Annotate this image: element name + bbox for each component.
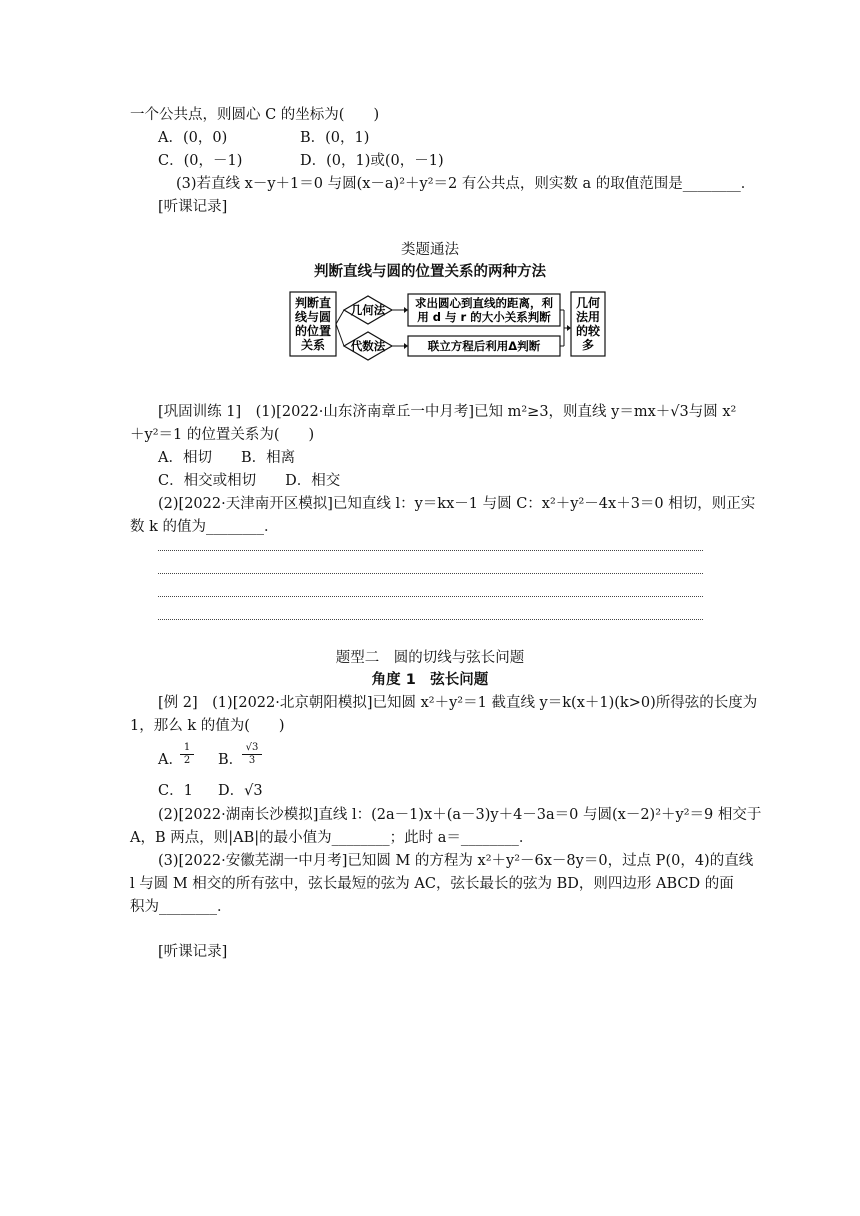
practice-q2-line-1: (2)[2022·天津南开区模拟]已知直线 l：y＝kx－1 与圆 C：x²＋y²－4x＋3＝0 相切，则正实 [158, 496, 756, 512]
answer-line-1 [158, 550, 703, 551]
example-q2-line-1: (2)[2022·湖南长沙模拟]直线 l：(2a－1)x＋(a－3)y＋4－3a＝0 与圆(x－2)²＋y²＝9 相交于 [158, 807, 762, 823]
algebraic-method-label: 代数法 [350, 339, 386, 353]
practice-options-cd: C．相交或相切 D．相交 [158, 473, 341, 489]
angle-title: 角度 1 弦长问题 [371, 672, 489, 688]
listening-record-label-2: [听课记录] [158, 944, 228, 960]
example-q2-line-2: A，B 两点，则|AB|的最小值为________；此时 a＝________． [130, 830, 534, 846]
practice-q1-line-1: [巩固训练 1] (1)[2022·山东济南章丘一中月考]已知 m²≥3，则直线 y＝mx＋√3与圆 x² [158, 404, 737, 420]
right-box-line-1: 几何 [575, 296, 601, 310]
example-option-b-fraction [242, 742, 262, 767]
example-q3-line-2: l 与圆 M 相交的所有弦中，弦长最短的弦为 AC，弦长最长的弦为 BD，则四边形 ABCD 的面 [130, 876, 734, 892]
answer-line-4 [158, 619, 703, 620]
method-diagram [288, 288, 608, 368]
section-title: 题型二 圆的切线与弦长问题 [335, 650, 525, 666]
left-box-line-2: 线与圆 [294, 310, 332, 324]
practice-q2-line-2: 数 k 的值为________． [130, 519, 279, 535]
geometric-method-label: 几何法 [350, 303, 386, 317]
option-a: A．(0，0) [158, 130, 228, 146]
question-continuation: 一个公共点，则圆心 C 的坐标为( ) [130, 107, 380, 123]
option-b: B．(0，1) [300, 130, 370, 146]
option-c: C．(0，－1) [158, 153, 243, 169]
geometric-desc-line-2: 用 d 与 r 的大小关系判断 [417, 310, 551, 324]
example-option-c: C．1 [158, 783, 193, 799]
algebraic-desc: 联立方程后利用Δ判断 [427, 339, 541, 353]
right-box-line-4: 多 [581, 338, 595, 352]
practice-options-ab: A．相切 B．相离 [158, 450, 296, 466]
right-box-line-2: 法用 [575, 310, 601, 324]
fraction-a-numerator: 1 [180, 742, 194, 755]
fraction-a-denominator: 2 [183, 755, 191, 766]
left-box-line-3: 的位置 [294, 324, 332, 338]
method-subtitle: 判断直线与圆的位置关系的两种方法 [314, 264, 546, 280]
question-3: (3)若直线 x－y＋1＝0 与圆(x－a)²＋y²＝2 有公共点，则实数 a 的取值范围是________． [176, 176, 756, 192]
example-option-a-fraction [180, 742, 194, 767]
left-box-line-4: 关系 [300, 338, 326, 352]
listening-record-label: [听课记录] [158, 199, 228, 215]
example-q1-line-1: [例 2] (1)[2022·北京朝阳模拟]已知圆 x²＋y²＝1 截直线 y＝k(x＋1)(k>0)所得弦的长度为 [158, 695, 758, 711]
example-q1-line-2: 1，那么 k 的值为( ) [130, 718, 285, 734]
example-option-b-label: B． [218, 752, 244, 768]
right-box-line-3: 的较 [575, 324, 601, 338]
example-q3-line-3: 积为________． [130, 899, 232, 915]
answer-line-3 [158, 596, 703, 597]
answer-line-2 [158, 573, 703, 574]
example-option-a-label: A． [158, 752, 183, 768]
option-d: D．(0，1)或(0，－1) [300, 153, 444, 169]
method-title: 类题通法 [401, 242, 459, 258]
fraction-b-numerator: √3 [242, 742, 262, 755]
example-option-d: D．√3 [218, 783, 263, 799]
fraction-b-denominator: 3 [248, 755, 256, 766]
left-box-line-1: 判断直 [294, 296, 332, 310]
example-q3-line-1: (3)[2022·安徽芜湖一中月考]已知圆 M 的方程为 x²＋y²－6x－8y＝0，过点 P(0，4)的直线 [158, 853, 754, 869]
geometric-desc-line-1: 求出圆心到直线的距离，利 [415, 296, 553, 310]
practice-q1-line-2: ＋y²＝1 的位置关系为( ) [130, 427, 315, 443]
